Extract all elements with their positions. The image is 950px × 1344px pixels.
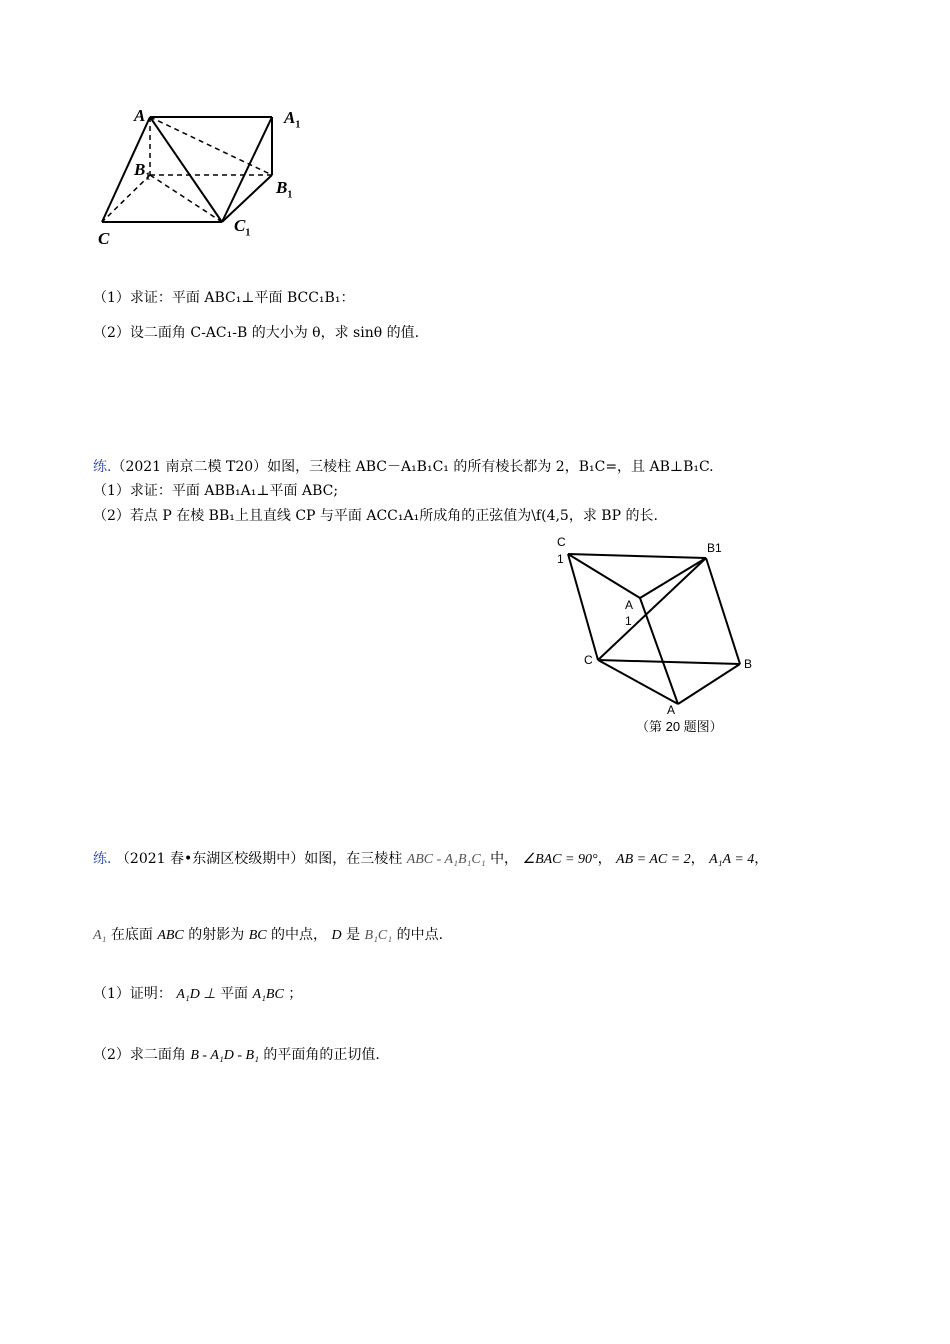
p3-header [93,849,768,870]
p3-sep-3: ， [754,851,769,867]
p3-tag: 练. [93,851,112,867]
fig1-label-c: C [98,229,110,248]
p3-text-mid1: 的中点， [271,927,328,943]
p3-expr-height: A₁A = 4 [709,852,755,867]
p3-q1-end: ； [288,986,303,1002]
fig2-label-a: A [667,703,676,717]
p3-q2-expr: B - A₁D - B₁ [190,1048,259,1063]
fig2-label-b1: B1 [707,541,722,555]
p3-text-mid2: 的中点. [396,927,444,943]
p3-q1-expr2: A₁BC [252,987,284,1002]
p3-expr-angle: ∠BAC = 90° [522,852,598,867]
p3-q1-label: （1）证明： [93,986,172,1002]
p3-header-mid: 中， [490,851,519,867]
p3-text-is: 是 [346,927,361,943]
p3-text-base: 在底面 [110,927,153,943]
p3-expr-a1: A₁ [93,928,107,943]
p3-header-pre: （2021 春•东湖区校级期中）如图，在三棱柱 [115,851,403,867]
fig2-label-a1-bot: 1 [625,614,632,628]
fig2-label-b: B [744,657,753,671]
fig2-caption: （第 20 题图） [636,719,723,734]
fig1-label-a: A [134,106,146,125]
p2-tag: 练. [93,459,112,475]
p3-text-proj: 的射影为 [188,927,245,943]
fig1-label-c1: $C_1$ [234,216,251,239]
fig2-label-c: C [584,653,593,667]
p3-expr-prism: ABC - A₁B₁C₁ [406,852,486,867]
prism-figure-2 [540,530,780,720]
fig2-label-c1-top: C [557,535,566,549]
p3-question-1 [93,984,302,1005]
p3-expr-bc: BC [248,928,267,943]
p3-expr-edges: AB = AC = 2 [616,852,691,867]
fig1-label-a1: $A_1$ [284,108,301,131]
p1-question-1: （1）求证：平面 ABC₁⊥平面 BCC₁B₁： [93,290,355,306]
p3-expr-d: D [331,928,342,943]
p2-question-2: （2）若点 P 在棱 BB₁上且直线 CP 与平面 ACC₁A₁所成角的正弦值为\f(4,5，求 BP 的长. [93,508,658,524]
fig1-label-b1: $B_1$ [276,178,293,201]
p3-question-2 [93,1045,380,1066]
fig1-label-b: $B_1$ [134,160,151,183]
p3-q2-end: 的平面角的正切值. [263,1047,380,1063]
p3-sep-2: ， [690,851,705,867]
p1-question-2: （2）设二面角 C-AC₁-B 的大小为 θ，求 sinθ 的值. [93,325,420,341]
p2-header [93,457,714,477]
p3-expr-abc: ABC [157,928,184,943]
p3-q1-plane: 平面 [220,986,249,1002]
fig2-label-c1-bot: 1 [557,552,564,566]
p2-question-1: （1）求证：平面 ABB₁A₁⊥平面 ABC; [93,483,339,499]
p2-header-text: （2021 南京二模 T20）如图，三棱柱 ABC－A₁B₁C₁ 的所有棱长都为 2，B₁C=，且 AB⊥B₁C. [111,459,714,475]
fig2-label-a1-top: A [625,598,634,612]
p3-expr-b1c1: B₁C₁ [364,928,393,943]
p3-q1-expr: A₁D ⊥ [176,987,216,1002]
p3-line-2 [93,925,443,946]
p3-sep-1: ， [597,851,612,867]
p3-q2-label: （2）求二面角 [93,1047,186,1063]
